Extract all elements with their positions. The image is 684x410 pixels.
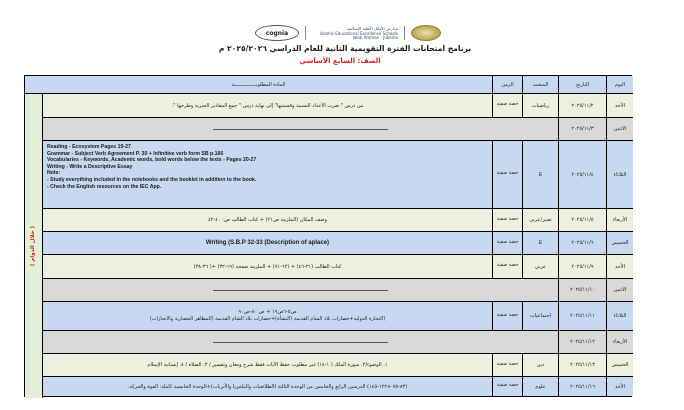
row-day: الخميس: [607, 232, 633, 255]
row-subject: دين: [523, 354, 559, 377]
row-date: ٢٠٢٥/١١/٥: [559, 209, 607, 232]
document-title: برنامج امتحانات الفترة التقويمية الثانية للعام الدراسي ٢٠٢٥/٢٠٢٦ م: [218, 44, 472, 53]
row-subject: تعبير/عربي: [523, 209, 559, 232]
row-material: وصف المكان (الملزمة ص٢١) + كتاب الطالب ص: ٤٠-٤٢: [43, 209, 493, 232]
dash-line: [213, 342, 388, 343]
row-date: ٢٠٢٥/١١/٩: [559, 255, 607, 279]
row-day: الأربعاء: [607, 331, 633, 354]
row-date: ٢٠٢٥/١١/١٢: [559, 331, 607, 354]
header-subject: المبحث: [523, 76, 559, 94]
header-material: المادة المطلوبـــــــــــــــة: [25, 76, 493, 94]
row-day: الأربعاء: [607, 209, 633, 232]
material-line: Grammar - Subject Verb Agreement P. 30 + Infinitive verb form SB p.166: [47, 150, 224, 157]
side-column: [25, 94, 43, 398]
row-material: من درس " ضرب الأعداد النسبية وقسمتها" إلى نهاية درس " جمع المقادير الجبرية وطرحها ".: [43, 94, 493, 118]
row-time: حصة صفية: [493, 141, 523, 209]
school-name-english: Islamic Educational Excellence Schools: [319, 30, 398, 36]
row-time: حصة صفية: [493, 255, 523, 279]
row-material: ١. الوضوء/٢. سورة الملك ( ١-١٤) غير مطلوب حفظ الآيات فقط شرح ومعان وتفسير / ٣. الصلاة / ٤. إنسانية الإسلام: [43, 354, 493, 377]
side-label: ( خلال الدوام ): [30, 225, 37, 267]
row-time: حصة صفية: [493, 354, 523, 377]
school-logo-text: [312, 26, 398, 40]
row-time: حصة صفية: [493, 209, 523, 232]
row-date: ٢٠٢٥/١١/٢: [559, 94, 607, 118]
school-location: Jabal Amman - Jubeiha: [352, 35, 398, 41]
row-day: الخميس: [607, 354, 633, 377]
logo-separator: [404, 26, 405, 40]
row-day: الاثنين: [607, 279, 633, 302]
row-time: حصة صفية: [493, 94, 523, 118]
row-material-english: [43, 141, 493, 209]
grade-label: الصف: السابع الأساسي: [299, 57, 381, 65]
dash-line: [213, 129, 388, 130]
row-date: ٢٠٢٥/١١/١٣: [559, 354, 607, 377]
row-subject: عربي: [523, 255, 559, 279]
row-day: الثلاثاء: [607, 302, 633, 331]
row-material: كتاب الطالب (٣١-٤٦) + (٦٢-٧١) + الملزمة صفحة (١٩-٣٢) +( ٣٦-٣٨): [43, 255, 493, 279]
row-time: حصة صفية: [493, 232, 523, 255]
logo-separator: [305, 26, 306, 40]
row-date: ٢٠٢٥/١١/٤: [559, 141, 607, 209]
material-line: - Check the English resources on the IEC App.: [47, 183, 162, 190]
row-day: الاثنين: [607, 118, 633, 141]
row-subject: E: [523, 141, 559, 209]
row-subject: علوم: [523, 377, 559, 396]
row-material-empty: [43, 279, 559, 302]
row-day: الأحد: [607, 255, 633, 279]
header-day: اليوم: [607, 76, 633, 94]
logos-bar: [255, 24, 441, 42]
row-date: ٢٠٢٥/١١/١١: [559, 302, 607, 331]
row-subject: رياضيات: [523, 94, 559, 118]
row-date: ٢٠٢٥/١١/١٠: [559, 279, 607, 302]
row-time: حصة صفية: [493, 302, 523, 331]
row-subject: اجتماعيات: [523, 302, 559, 331]
material-line: (التجارة الدولية+حضارات بلاد الشام القديمة (النشأة)+حضارات بلاد الشام القديمة (المظاهر الحضارية والانجازات): [149, 316, 386, 322]
school-name-arabic: مدارس الأوائل الأهلية الإسلامية: [346, 26, 398, 31]
row-subject: E: [523, 232, 559, 255]
material-line: - Study everything included in the notebooks and the booklet in addition to the book.: [47, 176, 257, 183]
row-time: حصة صفية: [493, 377, 523, 396]
material-line: Vocabularies - Keywords, Academic words, bold words below the texts - Pages 20-27: [47, 157, 257, 164]
row-material-empty: [43, 331, 559, 354]
row-material: [43, 302, 493, 331]
material-line: Writing - Write a Descriptive Essay: [47, 163, 133, 170]
header-date: التاريخ: [559, 76, 607, 94]
material-line: Reading - Ecosystem Pages 19-27: [47, 144, 131, 150]
row-material: (٨٣-٧٥ +١٢٢-١٤٥) الدرسين الرابع والخامس من الوحدة الثالثة (الطلائعيات والبكتيريا والأثريات)+الوحدة الخامسة كاملة: القوة والحركة.: [43, 377, 493, 396]
row-material-english: Writing (S.B.P 32-33 (Description of aplace): [43, 232, 493, 255]
row-date: ٢٠٢٥/١١/٣: [559, 118, 607, 141]
school-emblem-icon: [411, 25, 441, 41]
cognia-logo: cognia: [255, 25, 299, 41]
row-day: الثلاثاء: [607, 141, 633, 209]
header-time: الزمن: [493, 76, 523, 94]
row-date: ٢٠٢٥/١١/٦: [559, 232, 607, 255]
row-material-empty: [43, 118, 559, 141]
dash-line: [213, 290, 388, 291]
row-day: الأحد: [607, 377, 633, 396]
material-line: Note:: [47, 170, 61, 177]
row-day: الأحد: [607, 94, 633, 118]
exam-schedule-table: [24, 75, 632, 397]
material-line: ص٥-٦ص١٩ + ص ٨٠-ص٩٠: [238, 309, 297, 315]
row-date: ٢٠٢٥/١١/١٦: [559, 377, 607, 396]
